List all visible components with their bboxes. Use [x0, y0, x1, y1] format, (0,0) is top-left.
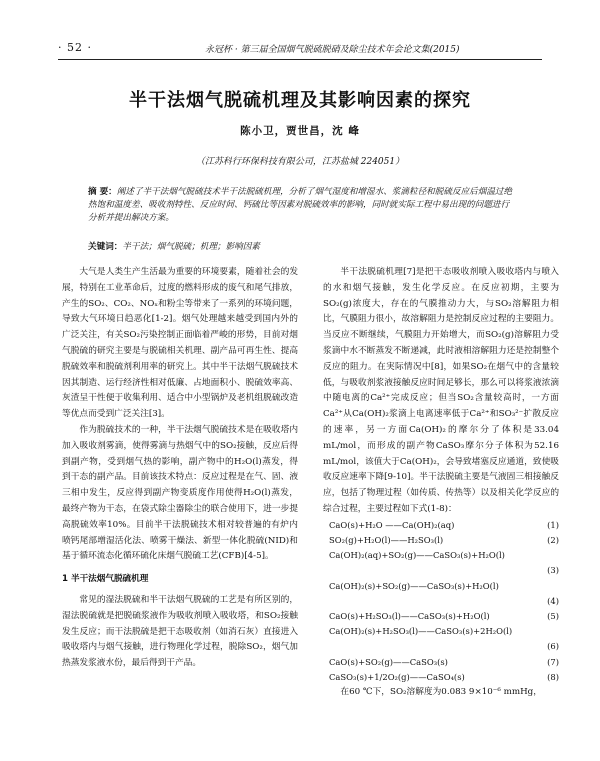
paper-title: 半干法烟气脱硫机理及其影响因素的探究	[129, 90, 471, 111]
equation-4	[323, 579, 559, 594]
equation-formula: SO₂(g)+H₂O(l)——H₂SO₃(l)	[329, 534, 444, 545]
equation-formula: CaO(s)+H₂O ——Ca(OH)₂(aq)	[329, 519, 455, 530]
section-heading: 1 半干法烟气脱硫机理	[62, 574, 149, 585]
body-paragraph: 作为脱硫技术的一种，半干法烟气脱硫技术是在吸收塔内加入吸收剂雾滴，使得雾滴与热烟气中的SO₂接触，反应后得到副产物，受到烟气热的影响，副产物中的H₂O(l)蒸发，得到干态的副产品。目前该技术特点：反应过程是在气、固、液三相中发生，反应得到副产物变质度作用使得H₂O(l)蒸发，最终产物为干态，在袋式除尘器除尘的联合使用下，进一步提高脱硫效率10%。目前半干法脱硫技术相对较普遍的有炉内喷钙尾部增湿活化法、喷雾干燥法、新型一体化脱硫(NID)和基于循环流态化循环硫化床烟气脱硫工艺(CFB)[4-5]。	[62, 424, 298, 562]
equation-2	[323, 533, 559, 548]
equation-5	[323, 609, 559, 624]
authors: 陈小卫，贾世昌，沈 峰	[240, 125, 360, 137]
body-paragraph: 大气是人类生产生活最为重要的环境要素，随着社会的发展，特别在工业革命后，过度的燃料形成的废气和尾气排放，产生的SO₂、CO₂、NOₓ和粉尘等带来了一系列的环境问题，导致大气环境日趋恶化[1-2]。烟气处理越来越受到国内外的广泛关注，有关SO₂污染控制正面临着严峻的形势，目前对烟气脱硫的研究主要是与脱硫相关机理、副产品可再生性、提高脱硫效率和脱硫剂利用率的研究上。其中半干法烟气脱硫技术因其制造、运行经济性相对低廉、占地面积小、脱硫效率高、灰渣呈干性便于收集利用、适合中小型锅炉及老机组脱硫改造等优点而受到广泛关注[3]。	[62, 267, 298, 420]
keywords-label: 关键词：	[88, 242, 123, 252]
equation-6-number: (6)	[547, 641, 559, 652]
page-number: · 52 ·	[58, 41, 92, 54]
equation-formula: Ca(OH)₂(s)+SO₂(g)——CaSO₃(s)+H₂O(l)	[329, 580, 499, 591]
running-title: 永冠杯 · 第三届全国烟气脱硫脱硝及除尘技术年会论文集(2015)	[205, 45, 460, 55]
keywords-text: 半干法；烟气脱硫；机理；影响因素	[122, 242, 260, 252]
body-paragraph: 半干法脱硫机理[7]是把干态吸收剂喷入吸收塔内与喷入的水和烟气接触，发生化学反应。在反应初期，主要为SO₂(g)浓度大，存在的气膜推动力大，与SO₂溶解阻力相比，气膜阻力很小，故溶解阻力是控制反应过程的主要阻力。当反应不断继续，气膜阻力开始增大，而SO₂(g)溶解阻力受浆滴中水不断蒸发不断递减，此时液相溶解阻力还是控制整个反应的阻力。在実际情况中[8]，如果SO₂在烟气中的含量较低，与吸收剂浆液接触反应时间足够长，那么可以将浆液浓滴中随电离的Ca²⁺完成反应；但当SO₂含量较高时，一方面Ca²⁺从Ca(OH)₂浆滴上电离速率低于Ca²⁺和SO₃²⁻扩散反应的速率，另一方面Ca(OH)₂的摩尔分了体积是33.04 mL/mol，而形成的副产物CaSO₃摩尔分子体积为52.16 mL/mol，该值大于Ca(OH)₂，会导致堵塞反应通道，致使吸收反应速率下降[9-10]。半干法脱硫主要是气液固三相接触反应，包括了物理过程（如传质、传热等）以及相关化学反应的综合过程，主要过程如下式(1-8)：	[323, 267, 559, 514]
equation-formula: Ca(OH)₂(s)+H₂SO₃(l)——CaSO₃(s)+2H₂O(l)	[329, 626, 513, 637]
affiliation: （江苏科行环保科技有限公司，江苏盐城 224051）	[195, 157, 405, 167]
abstract-text: 阐述了半干法烟气脱硫技术半干法脱硫机理，分析了烟气湿度和增湿水、浆滴粒径和脱硫反应后烟温过绝热饱和温度差、吸收剂特性、反应时间、钙硫比等因素对脱硫效率的影响，同时就实际工程中易出现的问题进行分析并提出解决方案。	[88, 187, 513, 223]
equation-number: (2)	[547, 534, 559, 545]
equation-7	[323, 655, 559, 670]
equation-3	[323, 548, 559, 563]
equation-formula: Ca(OH)₂(aq)+SO₂(g)——CaSO₃(s)+H₂O(l)	[329, 550, 505, 561]
equation-number: (8)	[547, 671, 559, 682]
equation-number: (5)	[547, 610, 559, 621]
page-header	[0, 0, 600, 62]
equation-4-number: (4)	[547, 595, 559, 606]
abstract-label: 摘 要：	[88, 187, 117, 197]
equation-number: (7)	[547, 656, 559, 667]
equation-8	[323, 670, 559, 685]
body-paragraph: 常见的湿法脱硫和半干法烟气脱硫的工艺是有所区别的，湿法脱硫就是把脱硫浆液作为吸收剂喷入吸收塔，和SO₂接触发生反应；而干法脱硫是把干态吸收剂（如消石灰）直接进入吸收塔内与烟气接触，进行物理化学过程，脱除SO₂，烟气加热蒸发浆液水份，最后得到干产品。	[62, 594, 298, 669]
equation-formula: CaO(s)+SO₂(g)——CaSO₃(s)	[329, 656, 448, 667]
equation-formula: CaO(s)+H₂SO₃(l)——CaSO₃(s)+H₂O(l)	[329, 610, 490, 621]
equation-number: (1)	[547, 519, 559, 530]
right-column	[323, 265, 559, 701]
equation-formula: CaSO₃(s)+1/2O₂(g)——CaSO₄(s)	[329, 671, 465, 682]
left-column	[62, 265, 298, 672]
equation-1	[323, 518, 559, 533]
equation-3-number: (3)	[547, 565, 559, 576]
equation-6	[323, 624, 559, 639]
abstract	[88, 186, 514, 225]
keywords	[88, 240, 514, 252]
header-rule	[58, 59, 542, 60]
body-paragraph: 在60 ℃下，SO₂溶解度为0.083 9×10⁻⁶ mmHg，	[340, 686, 542, 697]
